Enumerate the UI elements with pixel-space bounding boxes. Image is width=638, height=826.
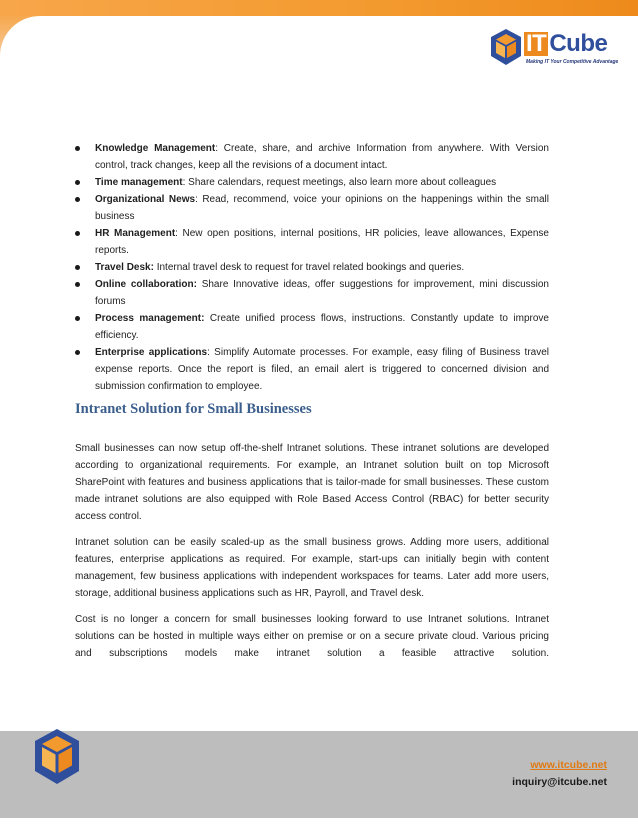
brand-tagline: Making IT Your Competitive Advantage	[526, 59, 619, 65]
feature-description: Share Innovative ideas, offer suggestions for improvement, mini discussion forums	[95, 279, 549, 307]
feature-description: Share calendars, request meetings, also learn more about colleagues	[185, 177, 497, 188]
section-body	[75, 440, 549, 671]
feature-item	[95, 225, 549, 259]
feature-item	[95, 276, 549, 310]
bullet-icon	[75, 197, 80, 202]
bullet-icon	[75, 265, 80, 270]
feature-description: Internal travel desk to request for travel related bookings and queries.	[153, 262, 465, 273]
feature-item	[95, 191, 549, 225]
paragraph: Cost is no longer a concern for small businesses looking forward to use Intranet solutions. Intranet solutions can be hosted in multiple ways either on premise or on a secure private cloud. Various pricing and subscriptions models make intranet solution a feasible attractive solution.	[75, 614, 549, 659]
feature-term: HR Management	[95, 228, 176, 239]
feature-separator: :	[182, 177, 186, 188]
paragraph: Small businesses can now setup off-the-shelf Intranet solutions. These intranet solutions are developed according to organizational requirements. For example, an Intranet solution built on top Microsoft SharePoint with features and business applications that is tailor-made for small businesses. These custom made intranet solutions are also equipped with Role Based Access Control (RBAC) for better security access control.	[75, 443, 549, 522]
bullet-icon	[75, 146, 80, 151]
feature-description: New open positions, internal positions, HR policies, leave allowances, Expense reports.	[95, 228, 549, 256]
feature-item	[95, 310, 549, 344]
feature-separator: :	[195, 194, 198, 205]
feature-term: Enterprise applications	[95, 347, 208, 358]
feature-description: Create unified process flows, instructions. Constantly update to improve efficiency.	[95, 313, 549, 341]
brand-name-cube: Cube	[549, 30, 608, 57]
feature-item	[95, 259, 549, 276]
feature-term: Knowledge Management	[95, 143, 216, 154]
website-link[interactable]: www.itcube.net	[530, 759, 607, 771]
bullet-icon	[75, 350, 80, 355]
feature-term: Organizational News	[95, 194, 196, 205]
brand-logo[interactable]	[490, 28, 630, 76]
email-link[interactable]: inquiry@itcube.net	[512, 776, 607, 788]
feature-term: Travel Desk:	[95, 262, 154, 273]
feature-term: Online collaboration:	[95, 279, 197, 290]
bullet-icon	[75, 282, 80, 287]
feature-description: Create, share, and archive Information from anywhere. With Version control, track changes, keep all the revisions of a document intact.	[95, 143, 549, 171]
bullet-icon	[75, 180, 80, 185]
feature-term: Process management:	[95, 313, 205, 324]
footer-bottom-edge	[0, 818, 638, 826]
cube-logo-icon	[490, 28, 522, 66]
feature-term: Time management	[95, 177, 183, 188]
brand-name	[524, 32, 607, 56]
feature-separator: :	[207, 347, 210, 358]
feature-item	[95, 174, 549, 191]
feature-item	[95, 140, 549, 174]
feature-separator: :	[215, 143, 219, 154]
feature-description: Simplify Automate processes. For example, easy filing of Business travel expense reports. Once the report is filed, an email alert is triggered to concerned division and submission confirmation to employee.	[95, 347, 550, 392]
section-title: Intranet Solution for Small Businesses	[75, 401, 312, 417]
feature-list	[75, 140, 549, 395]
bullet-icon	[75, 316, 80, 321]
brand-name-it: IT	[526, 30, 547, 57]
bullet-icon	[75, 231, 80, 236]
paragraph: Intranet solution can be easily scaled-up as the small business grows. Adding more users, additional features, enterprise applications as required. For example, start-ups can initially begin with content management, few business applications with independent workspaces for teams. Later add more users, storage, additional business applications such as HR, Payroll, and Travel desk.	[75, 537, 549, 599]
feature-separator: :	[175, 228, 178, 239]
feature-description: Read, recommend, voice your opinions on the happenings within the small business	[95, 194, 549, 222]
feature-item	[95, 344, 549, 395]
feature-list-container	[75, 140, 549, 395]
footer-contact	[0, 757, 607, 791]
